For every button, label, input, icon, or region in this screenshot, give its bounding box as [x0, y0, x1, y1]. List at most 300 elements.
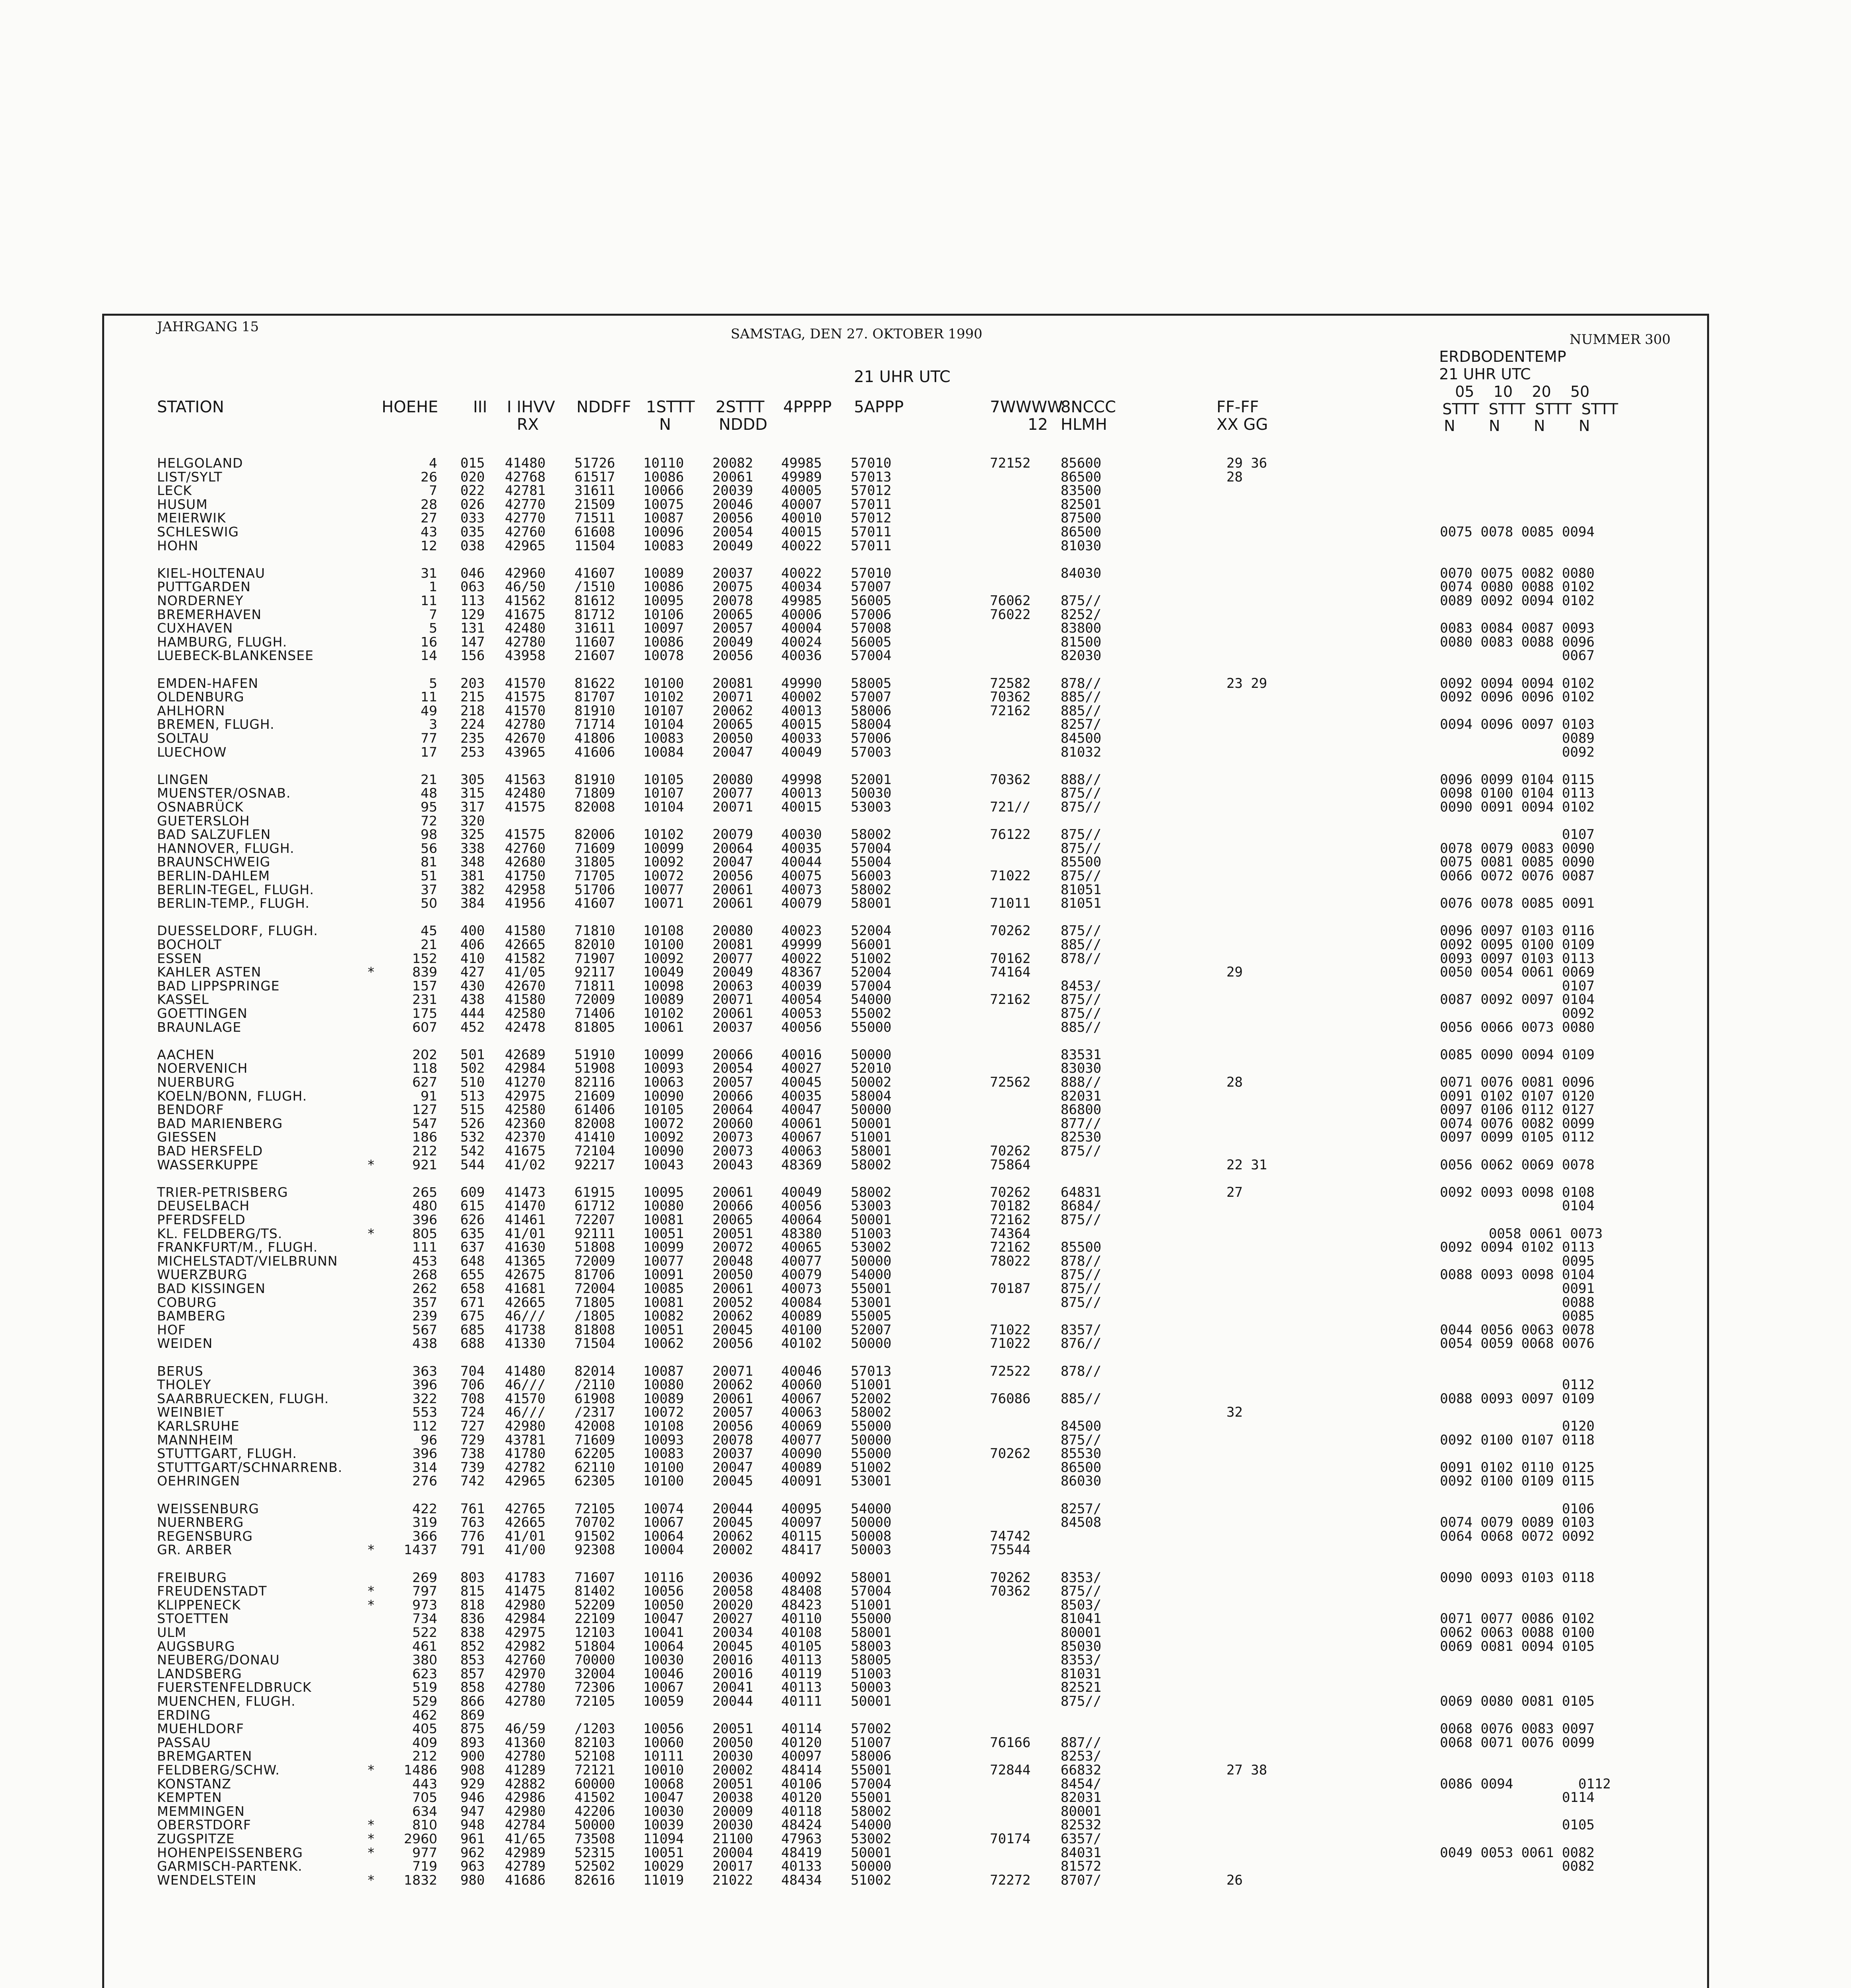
appp: 51001: [851, 1597, 892, 1613]
iii: 900: [460, 1748, 485, 1765]
col-ihvv-sub: RX: [517, 415, 539, 434]
ihvv: 46///: [505, 1377, 546, 1393]
ihvv: 42580: [505, 1006, 546, 1021]
station-name: GOETTINGEN: [157, 1006, 248, 1021]
sttt2: 20049: [712, 964, 753, 980]
sttt2: 20079: [712, 827, 753, 843]
pppp: 40002: [781, 689, 822, 705]
iii: 452: [460, 1019, 485, 1035]
sttt1: 10072: [643, 1115, 684, 1132]
nddff: /2110: [574, 1377, 615, 1393]
nccc: 81031: [1061, 1666, 1102, 1682]
iii: 348: [460, 854, 485, 870]
col-8nccc: 8NCCC: [1061, 398, 1116, 416]
soil: 0091 0102 0107 0120: [1440, 1088, 1595, 1104]
appp: 58006: [851, 1748, 892, 1765]
station-name: DUESSELDORF, FLUGH.: [157, 923, 318, 939]
appp: 58005: [851, 1652, 892, 1668]
soil: 0120: [1440, 1418, 1595, 1434]
station-name: BOCHOLT: [157, 937, 222, 952]
soil: 0092: [1440, 744, 1595, 760]
iii: 063: [460, 579, 485, 595]
wwww: 71022: [990, 1336, 1031, 1352]
hoehe: 7: [429, 606, 437, 622]
soil: 0088: [1440, 1294, 1595, 1310]
nddff: 61608: [574, 524, 615, 540]
pppp: 40022: [781, 565, 822, 581]
iii: 761: [460, 1501, 485, 1517]
iii: 305: [460, 771, 485, 788]
soil: 0086 0094 0112: [1440, 1776, 1611, 1792]
ihvv: 42980: [505, 1418, 546, 1434]
soil: 0092 0100 0107 0118: [1440, 1432, 1595, 1448]
station-name: BAMBERG: [157, 1308, 226, 1324]
mountain-marker: *: [368, 1762, 374, 1778]
nddff: 52209: [574, 1597, 615, 1613]
appp: 50000: [851, 1858, 892, 1875]
nddff: 71810: [574, 923, 615, 939]
iii: 430: [460, 978, 485, 994]
sttt1: 10077: [643, 881, 684, 898]
iii: 510: [460, 1074, 485, 1090]
col-ihvv: I IHVV: [507, 398, 555, 416]
nddff: 82010: [574, 937, 615, 953]
sttt1: 10030: [643, 1652, 684, 1668]
sttt1: 10111: [643, 1748, 684, 1765]
sttt2: 20065: [712, 606, 753, 623]
iii: 406: [460, 937, 485, 953]
nccc: 877//: [1061, 1115, 1102, 1132]
station-name: LINGEN: [157, 771, 209, 787]
sttt2: 20061: [712, 881, 753, 898]
wwww: 72582: [990, 675, 1031, 691]
iii: 869: [460, 1707, 485, 1723]
nccc: 8503/: [1061, 1597, 1102, 1613]
soil: 0097 0106 0112 0127: [1440, 1102, 1595, 1118]
mountain-marker: *: [368, 964, 374, 980]
station-name: PFERDSFELD: [157, 1212, 246, 1227]
ihvv: 41/65: [505, 1831, 546, 1847]
nddff: 82116: [574, 1074, 615, 1090]
ihvv: 42882: [505, 1776, 546, 1792]
sttt1: 10047: [643, 1790, 684, 1806]
station-name: WEISSENBURG: [157, 1501, 259, 1516]
ihvv: 41686: [505, 1872, 546, 1888]
nccc: 875//: [1061, 799, 1102, 815]
sttt1: 10107: [643, 703, 684, 719]
nddff: 71609: [574, 1432, 615, 1448]
soil: 0071 0076 0081 0096: [1440, 1074, 1595, 1090]
nddff: 31611: [574, 620, 615, 637]
station-name: GARMISCH-PARTENK.: [157, 1858, 303, 1874]
nccc: 875//: [1061, 1212, 1102, 1228]
pppp: 49990: [781, 675, 822, 691]
wwww: 70187: [990, 1281, 1031, 1297]
table-row: [0, 1598, 1851, 1613]
sttt1: 10106: [643, 606, 684, 623]
ihvv: 41738: [505, 1322, 546, 1338]
table-row: [0, 580, 1851, 594]
sttt2: 20050: [712, 1267, 753, 1283]
soil: 0075 0081 0085 0090: [1440, 854, 1595, 870]
iii: 502: [460, 1060, 485, 1077]
hoehe: 719: [412, 1858, 437, 1874]
soil: 0089 0092 0094 0102: [1440, 593, 1595, 609]
nddff: 61517: [574, 469, 615, 485]
hoehe: 462: [412, 1707, 437, 1723]
ihvv: 41570: [505, 675, 546, 691]
ihvv: 41582: [505, 950, 546, 967]
nccc: 875//: [1061, 1281, 1102, 1297]
table-row: [0, 1282, 1851, 1296]
station-name: KIEL-HOLTENAU: [157, 565, 265, 581]
appp: 56003: [851, 868, 892, 884]
table-row: [0, 1474, 1851, 1489]
nccc: 876//: [1061, 1336, 1102, 1352]
sttt2: 20071: [712, 799, 753, 815]
pppp: 40024: [781, 634, 822, 650]
pppp: 48424: [781, 1817, 822, 1833]
station-name: LUEBECK-BLANKENSEE: [157, 648, 314, 664]
appp: 51003: [851, 1666, 892, 1682]
iii: 609: [460, 1184, 485, 1200]
hoehe: 1832: [404, 1872, 437, 1888]
table-row: [0, 746, 1851, 760]
appp: 57004: [851, 1776, 892, 1792]
iii: 706: [460, 1377, 485, 1393]
col-7wwww-sub: 12: [1028, 415, 1048, 434]
hoehe: 51: [421, 868, 437, 883]
nddff: 41410: [574, 1129, 615, 1145]
station-name: BREMERHAVEN: [157, 606, 262, 622]
nccc: 82501: [1061, 496, 1102, 513]
ihvv: 41575: [505, 827, 546, 843]
hoehe: 977: [412, 1844, 437, 1860]
ihvv: 41461: [505, 1212, 546, 1228]
sttt1: 11019: [643, 1872, 684, 1888]
wwww: 78022: [990, 1253, 1031, 1269]
pppp: 40079: [781, 895, 822, 912]
hoehe: 1437: [404, 1542, 437, 1558]
iii: 648: [460, 1253, 485, 1269]
pppp: 40061: [781, 1115, 822, 1132]
appp: 50008: [851, 1528, 892, 1544]
station-name: CUXHAVEN: [157, 620, 233, 636]
station-name: BAD HERSFELD: [157, 1143, 263, 1159]
pppp: 40049: [781, 1184, 822, 1200]
pppp: 48434: [781, 1872, 822, 1888]
sttt1: 10072: [643, 1404, 684, 1421]
station-name: MEIERWIK: [157, 510, 226, 526]
appp: 54000: [851, 1267, 892, 1283]
station-name: STUTTGART, FLUGH.: [157, 1446, 297, 1462]
table-row: [0, 786, 1851, 801]
appp: 57004: [851, 840, 892, 856]
table-row: [0, 869, 1851, 883]
hoehe: 212: [412, 1748, 437, 1764]
pppp: 40113: [781, 1652, 822, 1668]
appp: 51007: [851, 1734, 892, 1751]
iii: 853: [460, 1652, 485, 1668]
sttt2: 20054: [712, 1060, 753, 1077]
nccc: 875//: [1061, 785, 1102, 802]
sttt1: 10089: [643, 992, 684, 1008]
hoehe: 319: [412, 1514, 437, 1530]
nccc: 888//: [1061, 771, 1102, 788]
soil: 0096 0099 0104 0115: [1440, 771, 1595, 788]
nccc: 83030: [1061, 1060, 1102, 1077]
ihvv: 46/50: [505, 579, 546, 595]
sttt1: 10060: [643, 1734, 684, 1751]
iii: 908: [460, 1762, 485, 1778]
sttt2: 20056: [712, 868, 753, 884]
station-name: KEMPTEN: [157, 1790, 222, 1806]
ihvv: 41480: [505, 455, 546, 471]
iii: 542: [460, 1143, 485, 1159]
soil: 0107: [1440, 978, 1595, 994]
station-name: OLDENBURG: [157, 689, 244, 705]
hoehe: 7: [429, 483, 437, 499]
ihvv: 41475: [505, 1583, 546, 1600]
iii: 836: [460, 1611, 485, 1627]
nccc: 887//: [1061, 1734, 1102, 1751]
iii: 038: [460, 538, 485, 554]
nccc: 875//: [1061, 992, 1102, 1008]
iii: 381: [460, 868, 485, 884]
station-name: BAD SALZUFLEN: [157, 827, 271, 843]
pppp: 40063: [781, 1143, 822, 1159]
table-row: [0, 773, 1851, 787]
sttt1: 10082: [643, 1308, 684, 1324]
pppp: 40095: [781, 1501, 822, 1517]
station-name: BERLIN-DAHLEM: [157, 868, 270, 883]
station-name: BAD LIPPSPRINGE: [157, 978, 280, 994]
sttt1: 10075: [643, 496, 684, 513]
pppp: 40053: [781, 1006, 822, 1021]
col-station: STATION: [157, 398, 224, 416]
appp: 50001: [851, 1844, 892, 1861]
nddff: 72207: [574, 1212, 615, 1228]
sttt2: 20054: [712, 524, 753, 540]
table-row: [0, 704, 1851, 718]
station-name: MEMMINGEN: [157, 1803, 245, 1819]
nccc: 885//: [1061, 703, 1102, 719]
table-row: [0, 883, 1851, 897]
table-row: [0, 1640, 1851, 1654]
sttt2: 20060: [712, 1115, 753, 1132]
mountain-marker: *: [368, 1597, 374, 1613]
station-name: HUSUM: [157, 496, 208, 512]
appp: 57011: [851, 538, 892, 554]
station-name: BAD KISSINGEN: [157, 1281, 266, 1296]
sttt2: 20051: [712, 1776, 753, 1792]
hoehe: 839: [412, 964, 437, 980]
wwww: 70262: [990, 1143, 1031, 1159]
iii: 803: [460, 1569, 485, 1586]
station-name: GIESSEN: [157, 1129, 217, 1145]
sttt1: 10102: [643, 689, 684, 705]
sttt2: 20077: [712, 785, 753, 802]
hoehe: 973: [412, 1597, 437, 1613]
iii: 763: [460, 1514, 485, 1531]
sttt1: 10004: [643, 1542, 684, 1558]
hoehe: 322: [412, 1390, 437, 1406]
nccc: 81041: [1061, 1611, 1102, 1627]
soil: 0067: [1440, 648, 1595, 664]
nddff: 71705: [574, 868, 615, 884]
pppp: 40069: [781, 1418, 822, 1434]
sttt1: 10108: [643, 1418, 684, 1434]
sttt2: 20046: [712, 496, 753, 513]
iii: 015: [460, 455, 485, 471]
station-name: ESSEN: [157, 950, 202, 966]
hoehe: 17: [421, 744, 437, 760]
pppp: 40010: [781, 510, 822, 526]
nddff: 12103: [574, 1625, 615, 1640]
station-name: HOF: [157, 1322, 186, 1338]
hoehe: 37: [421, 881, 437, 897]
station-name: BENDORF: [157, 1102, 224, 1118]
nccc: 878//: [1061, 675, 1102, 691]
nccc: 86030: [1061, 1473, 1102, 1489]
pppp: 40119: [781, 1666, 822, 1682]
sttt2: 20039: [712, 483, 753, 499]
table-row: [0, 1433, 1851, 1448]
sttt2: 20066: [712, 1046, 753, 1063]
nccc: 85500: [1061, 1239, 1102, 1256]
sttt1: 10083: [643, 730, 684, 746]
table-row: [0, 1268, 1851, 1282]
sttt2: 20038: [712, 1790, 753, 1806]
nccc: 86500: [1061, 469, 1102, 485]
pppp: 40073: [781, 1281, 822, 1297]
soil: 0104: [1440, 1198, 1595, 1214]
sttt1: 10050: [643, 1597, 684, 1613]
station-name: BERLIN-TEMP., FLUGH.: [157, 895, 310, 911]
pppp: 40133: [781, 1858, 822, 1875]
soil: 0090 0091 0094 0102: [1440, 799, 1595, 815]
nccc: 64831: [1061, 1184, 1102, 1200]
sttt1: 10096: [643, 524, 684, 540]
station-name: SOLTAU: [157, 730, 210, 746]
col-iii: III: [473, 398, 487, 416]
soil: 0085: [1440, 1308, 1595, 1324]
sttt2: 20030: [712, 1817, 753, 1833]
hoehe: 81: [421, 854, 437, 870]
nddff: /1510: [574, 579, 615, 595]
station-name: COBURG: [157, 1294, 217, 1310]
nddff: 52315: [574, 1844, 615, 1861]
soil: 0064 0068 0072 0092: [1440, 1528, 1595, 1544]
nddff: 81910: [574, 771, 615, 788]
sttt1: 10066: [643, 483, 684, 499]
sttt1: 10095: [643, 593, 684, 609]
sttt2: 21022: [712, 1872, 753, 1888]
mountain-marker: *: [368, 1157, 374, 1173]
appp: 50000: [851, 1514, 892, 1531]
soil: 0068 0076 0083 0097: [1440, 1721, 1595, 1737]
sttt2: 20071: [712, 689, 753, 705]
iii: 113: [460, 593, 485, 609]
nccc: 66832: [1061, 1762, 1102, 1778]
nddff: 82616: [574, 1872, 615, 1888]
appp: 55005: [851, 1308, 892, 1324]
appp: 57004: [851, 648, 892, 664]
ihvv: 42989: [505, 1844, 546, 1861]
iii: 791: [460, 1542, 485, 1558]
pppp: 48423: [781, 1597, 822, 1613]
appp: 51002: [851, 1872, 892, 1888]
hoehe: 380: [412, 1652, 437, 1668]
nddff: 61915: [574, 1184, 615, 1200]
table-row: [0, 1186, 1851, 1200]
ihvv: 46///: [505, 1404, 546, 1421]
issue-number: NUMMER 300: [1570, 332, 1671, 348]
ihvv: 42982: [505, 1638, 546, 1654]
sttt2: 20065: [712, 716, 753, 733]
iii: 962: [460, 1844, 485, 1861]
sttt2: 20056: [712, 1336, 753, 1352]
station-name: NUERNBERG: [157, 1514, 244, 1530]
sttt2: 20064: [712, 840, 753, 856]
soil: 0088 0093 0098 0104: [1440, 1267, 1595, 1283]
ihvv: 41675: [505, 1143, 546, 1159]
iii: 384: [460, 895, 485, 912]
soil: 0087 0092 0097 0104: [1440, 992, 1595, 1008]
pppp: 40022: [781, 950, 822, 967]
nccc: 885//: [1061, 937, 1102, 953]
hoehe: 547: [412, 1115, 437, 1131]
sttt2: 20047: [712, 744, 753, 760]
soil: 0075 0078 0085 0094: [1440, 524, 1595, 540]
nddff: 41806: [574, 730, 615, 746]
appp: 50030: [851, 785, 892, 802]
hoehe: 77: [421, 730, 437, 746]
appp: 55001: [851, 1762, 892, 1778]
pppp: 40044: [781, 854, 822, 870]
sttt1: 10093: [643, 1060, 684, 1077]
appp: 55000: [851, 1446, 892, 1462]
appp: 53002: [851, 1831, 892, 1847]
soil: 0092 0094 0094 0102: [1440, 675, 1595, 691]
pppp: 40007: [781, 496, 822, 513]
hoehe: 28: [421, 496, 437, 512]
soil: 0091: [1440, 1281, 1595, 1297]
nddff: 62110: [574, 1459, 615, 1475]
table-row: [0, 718, 1851, 732]
station-name: HOHN: [157, 538, 199, 553]
station-name: NEUBERG/DONAU: [157, 1652, 280, 1668]
ihvv: 41956: [505, 895, 546, 912]
col-ff-sub: XX GG: [1217, 415, 1268, 434]
ihvv: 43958: [505, 648, 546, 664]
pppp: 40054: [781, 992, 822, 1008]
nddff: 82103: [574, 1734, 615, 1751]
nddff: 71809: [574, 785, 615, 802]
table-row: [0, 732, 1851, 746]
sttt2: 20078: [712, 1432, 753, 1448]
nddff: 51726: [574, 455, 615, 471]
table-row: [0, 1571, 1851, 1585]
pppp: 40105: [781, 1638, 822, 1654]
table-row: [0, 1722, 1851, 1736]
sttt2: 20034: [712, 1625, 753, 1640]
soil: 0092 0096 0096 0102: [1440, 689, 1595, 705]
pppp: 40079: [781, 1267, 822, 1283]
ihvv: 42780: [505, 1693, 546, 1709]
sttt1: 10039: [643, 1817, 684, 1833]
nddff: 21509: [574, 496, 615, 513]
